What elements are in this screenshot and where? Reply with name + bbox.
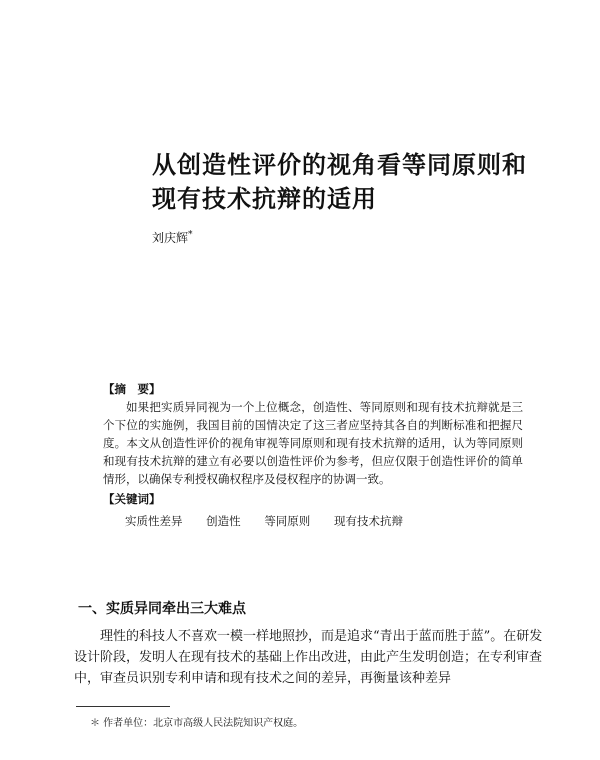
author-name: 刘庆辉	[152, 231, 189, 245]
keywords-block	[103, 490, 523, 530]
title-line-1: 从创造性评价的视角看等同原则和	[152, 151, 527, 179]
keyword: 创造性	[206, 514, 241, 528]
section-heading: 一、实质异同牵出三大难点	[78, 601, 246, 617]
keywords-label: 【关键词】	[103, 492, 161, 506]
abstract-text: 如果把实质异同视为一个上位概念，创造性、等同原则和现有技术抗辩就是三个下位的实施例，我国目前的国情决定了这三者应坚持其各自的判断标准和把握尺度。本文从创造性评价的视角审视等同原则和现有技术抗辩的适用，认为等同原则和现有技术抗辩的建立有必要以创造性评价为参考，但应仅限于创造性评价的简单情形，以确保专利授权确权程序及侵权程序的协调一致。	[103, 400, 523, 486]
footnote-divider	[76, 706, 170, 707]
author	[152, 229, 193, 246]
keyword: 实质性差异	[125, 514, 183, 528]
body-text	[74, 626, 544, 689]
keyword: 现有技术抗辩	[333, 514, 403, 528]
abstract-block	[103, 380, 523, 530]
author-footnote-mark: *	[188, 230, 193, 240]
keyword-list	[103, 512, 523, 530]
body-paragraph: 理性的科技人不喜欢一模一样地照抄，而是追求“青出于蓝而胜于蓝”。在研发设计阶段，发明人在现有技术的基础上作出改进，由此产生发明创造；在专利审查中，审查员识别专利申请和现有技术之间的差异，再衡量该种差异	[74, 629, 543, 686]
abstract-label: 【摘 要】	[103, 382, 161, 396]
keyword: 等同原则	[264, 514, 311, 528]
paper-title	[152, 148, 527, 216]
footnote: ＊ 作者单位：北京市高级人民法院知识产权庭。	[90, 718, 304, 729]
title-line-2: 现有技术抗辩的适用	[152, 185, 377, 213]
